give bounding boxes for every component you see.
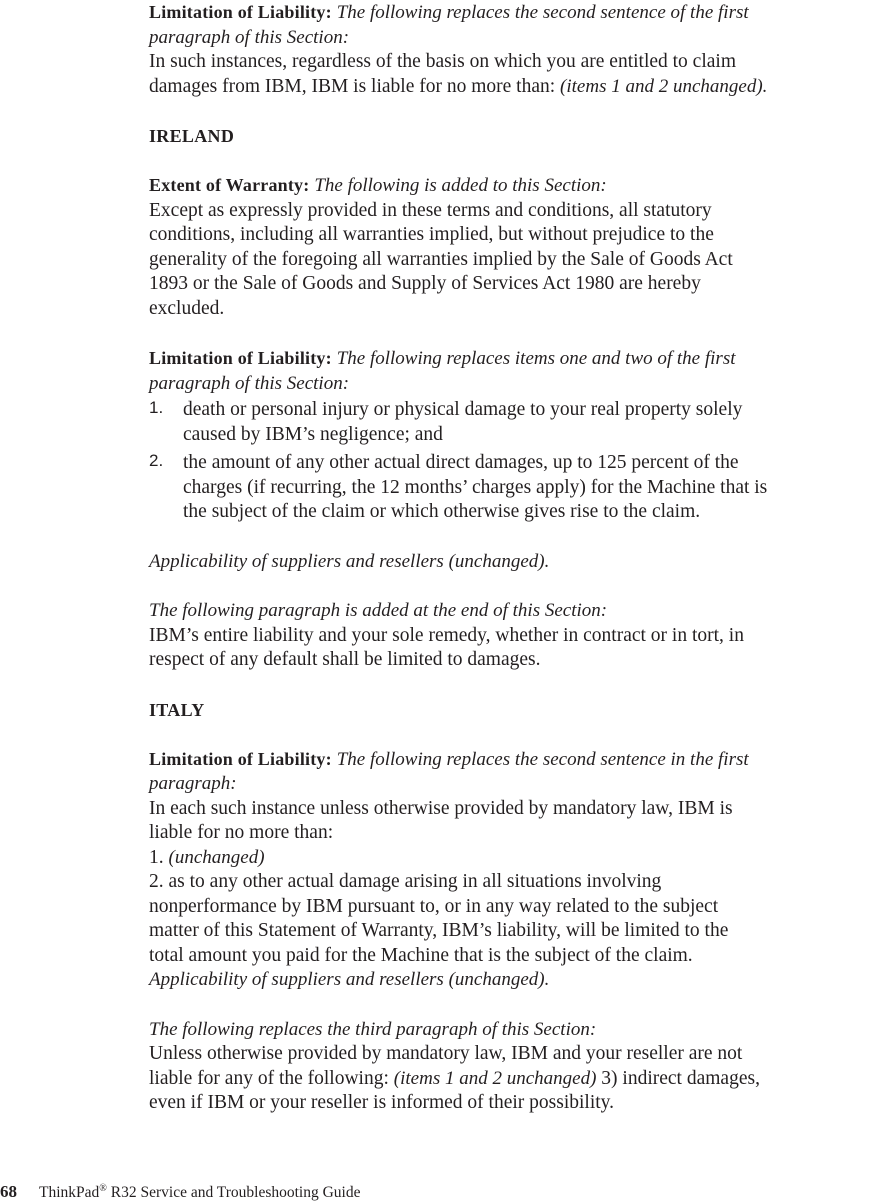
- body-line: 2. as to any other actual damage arising in all situations involving: [149, 871, 662, 892]
- list-item: [149, 451, 886, 525]
- italic-note: (items 1 and 2 unchanged): [393, 1067, 597, 1089]
- bold-label: Limitation of Liability:: [149, 748, 332, 769]
- page-number: 68: [0, 1182, 17, 1201]
- italic-note: The following replaces the second sentence of the first: [336, 2, 749, 23]
- limitation-lead: [149, 0, 886, 26]
- body-text: damages from IBM, IBM is liable for no more than:: [149, 75, 556, 97]
- body-line: 1893 or the Sale of Goods and Supply of Services Act 1980 are hereby: [149, 273, 701, 294]
- body-line: IBM’s entire liability and your sole remedy, whether in contract or in tort, in: [149, 624, 744, 646]
- body-line: Except as expressly provided in these terms and conditions, all statutory: [149, 199, 712, 221]
- extent-lead: [149, 173, 886, 199]
- numbered-list: [149, 398, 886, 525]
- body-line: liable for no more than:: [149, 822, 334, 843]
- italic-note: The following replaces items one and two of the first: [336, 348, 736, 369]
- italic-note: The following replaces the second sentence in the first: [336, 748, 749, 770]
- bold-label: Extent of Warranty:: [149, 175, 310, 195]
- body-line: In each such instance unless otherwise provided by mandatory law, IBM is: [149, 797, 733, 819]
- italic-note: Applicability of suppliers and resellers (unchanged).: [149, 969, 550, 990]
- page-footer: [0, 1182, 360, 1202]
- footer-title: R32 Service and Troubleshooting Guide: [110, 1184, 361, 1201]
- document-page: [149, 0, 886, 1116]
- italic-note: paragraph:: [149, 773, 237, 794]
- registered-mark: ®: [99, 1183, 107, 1194]
- body-line: [149, 846, 886, 871]
- body-line: the subject of the claim or which otherwise gives rise to the claim.: [183, 501, 701, 522]
- italic-note: The following is added to this Section:: [314, 175, 607, 196]
- italic-note: The following replaces the third paragraph of this Section:: [149, 1018, 597, 1040]
- body-line: total amount you paid for the Machine that is the subject of the claim.: [149, 944, 693, 966]
- body-line: [149, 75, 886, 100]
- list-item: [149, 398, 886, 447]
- body-line: matter of this Statement of Warranty, IBM’s liability, will be limited to the: [149, 920, 729, 941]
- list-number: 1.: [149, 398, 164, 417]
- body-line: generality of the foregoing all warranties implied by the Sale of Goods Act: [149, 248, 733, 270]
- limitation-lead: [149, 747, 886, 773]
- body-line: caused by IBM’s negligence; and: [183, 423, 443, 445]
- body-line: even if IBM or your reseller is informed of their possibility.: [149, 1092, 615, 1113]
- body-line: conditions, including all warranties implied, but without prejudice to the: [149, 224, 714, 245]
- italic-note: (items 1 and 2 unchanged).: [560, 75, 768, 97]
- body-text: liable for any of the following:: [149, 1067, 389, 1089]
- list-number: 2.: [149, 451, 164, 470]
- body-line: excluded.: [149, 297, 225, 319]
- italic-note: paragraph of this Section:: [149, 372, 350, 394]
- bold-label: Limitation of Liability:: [149, 348, 332, 368]
- body-line: the amount of any other actual direct damages, up to 125 percent of the: [183, 452, 739, 473]
- intro-section: [149, 0, 886, 99]
- limitation-lead: [149, 346, 886, 372]
- italic-note: (unchanged): [168, 846, 265, 868]
- section-heading-ireland: IRELAND: [149, 126, 235, 146]
- body-line: charges (if recurring, the 12 months’ charges apply) for the Machine that is: [183, 476, 768, 498]
- body-text: 3) indirect damages,: [601, 1067, 760, 1089]
- italic-note: paragraph of this Section:: [149, 26, 350, 48]
- body-line: In such instances, regardless of the basis on which you are entitled to claim: [149, 51, 736, 72]
- body-line: death or personal injury or physical damage to your real property solely: [183, 399, 743, 420]
- list-number: 1.: [149, 846, 164, 868]
- italic-note: The following paragraph is added at the end of this Section:: [149, 600, 608, 621]
- body-line: [149, 1067, 886, 1092]
- body-line: respect of any default shall be limited to damages.: [149, 649, 541, 670]
- footer-brand: ThinkPad: [39, 1184, 100, 1201]
- body-line: nonperformance by IBM pursuant to, or in any way related to the subject: [149, 895, 719, 917]
- body-line: Unless otherwise provided by mandatory law, IBM and your reseller are not: [149, 1043, 743, 1064]
- section-heading-italy: ITALY: [149, 699, 205, 720]
- italic-note: Applicability of suppliers and resellers (unchanged).: [149, 550, 550, 572]
- bold-label: Limitation of Liability:: [149, 2, 332, 22]
